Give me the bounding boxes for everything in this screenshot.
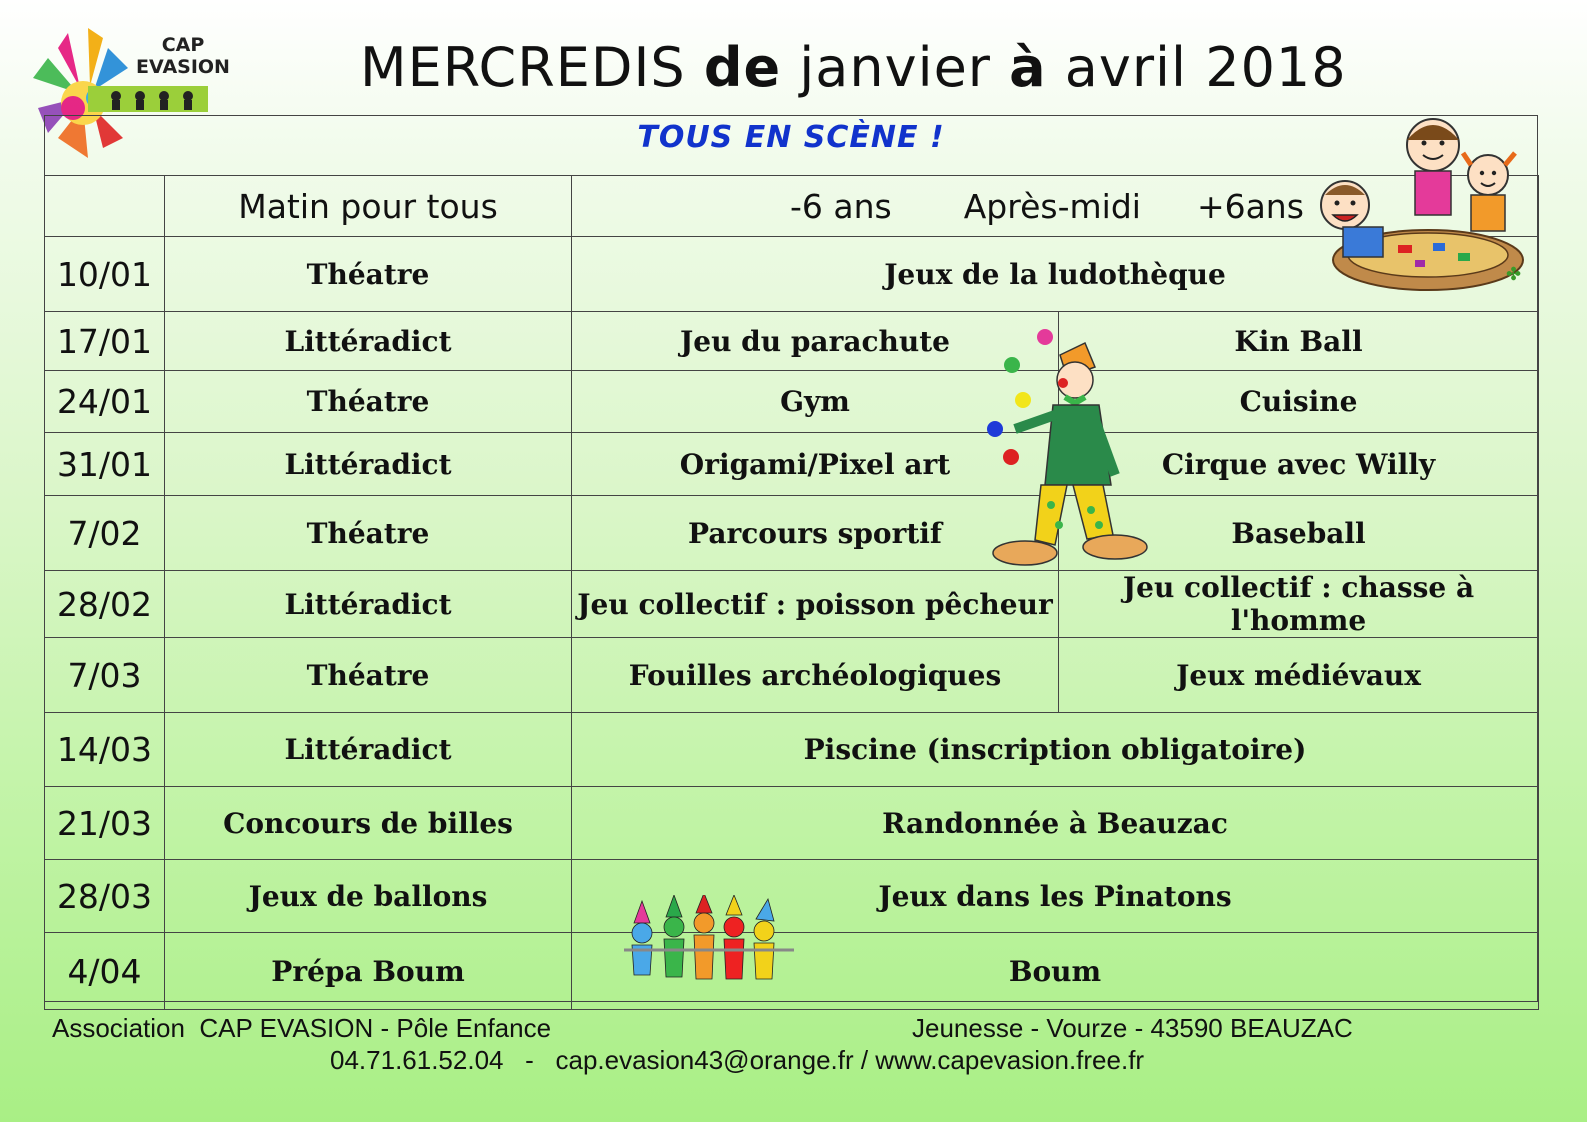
page-title	[360, 36, 1360, 99]
clover-icon: ✤	[1506, 264, 1522, 285]
table-row	[45, 371, 1539, 433]
row-date: 21/03	[45, 787, 165, 860]
juggling-clown-icon	[975, 325, 1160, 575]
footer-contact: 04.71.61.52.04 - cap.evasion43@orange.fr / www.capevasion.free.fr	[330, 1045, 1145, 1075]
row-morning: Prépa Boum	[165, 933, 572, 1010]
theme-subtitle: TOUS EN SCÈNE !	[637, 120, 945, 155]
row-under6: Parcours sportif	[572, 496, 1059, 571]
row-morning: Jeux de ballons	[165, 860, 572, 933]
row-date: 7/02	[45, 496, 165, 571]
row-over6: Jeu collectif : chasse à l'homme	[1059, 571, 1539, 638]
row-under6: Fouilles archéologiques	[572, 638, 1059, 713]
row-date: 24/01	[45, 371, 165, 433]
title-part-4: à	[1009, 36, 1047, 99]
logo-line-1: CAP	[161, 34, 205, 56]
row-date: 14/03	[45, 713, 165, 787]
row-over6: Baseball	[1059, 496, 1539, 571]
row-afternoon: Randonnée à Beauzac	[572, 787, 1539, 860]
header-morning: Matin pour tous	[165, 176, 572, 237]
dancing-people-icon	[618, 895, 803, 1000]
schedule-table	[44, 175, 1539, 1010]
title-part-5: avril 2018	[1046, 36, 1347, 99]
row-morning: Théatre	[165, 496, 572, 571]
row-morning: Littéradict	[165, 312, 572, 371]
table-row	[45, 312, 1539, 371]
row-over6: Jeux médiévaux	[1059, 638, 1539, 713]
row-under6: Jeu du parachute	[572, 312, 1059, 371]
row-morning: Littéradict	[165, 433, 572, 496]
footer-address: Jeunesse - Vourze - 43590 BEAUZAC	[912, 1013, 1353, 1043]
row-date: 28/03	[45, 860, 165, 933]
row-date: 4/04	[45, 933, 165, 1010]
logo-line-2: EVASION	[136, 56, 230, 78]
row-afternoon: Jeux de la ludothèque	[572, 237, 1539, 312]
row-under6: Origami/Pixel art	[572, 433, 1059, 496]
row-date: 17/01	[45, 312, 165, 371]
row-date: 31/01	[45, 433, 165, 496]
header-date-cell	[45, 176, 165, 237]
title-part-1: MERCREDIS	[360, 36, 704, 99]
row-afternoon: Piscine (inscription obligatoire)	[572, 713, 1539, 787]
row-morning: Littéradict	[165, 713, 572, 787]
row-afternoon: Boum	[572, 933, 1539, 1010]
row-under6: Gym	[572, 371, 1059, 433]
header-under6: -6 ans	[790, 186, 892, 226]
row-date: 7/03	[45, 638, 165, 713]
row-morning: Littéradict	[165, 571, 572, 638]
footer-association: Association CAP EVASION - Pôle Enfance	[52, 1013, 552, 1043]
header-over6: +6ans	[1196, 186, 1304, 226]
table-row	[45, 496, 1539, 571]
table-row	[45, 433, 1539, 496]
logo-wordmark	[128, 34, 238, 78]
kids-board-game-icon	[1303, 115, 1533, 295]
row-over6: Cuisine	[1059, 371, 1539, 433]
title-part-3: janvier	[781, 36, 1010, 99]
header-afternoon-label: Après-midi	[963, 186, 1141, 226]
table-row	[45, 787, 1539, 860]
title-part-2: de	[703, 36, 782, 99]
row-date: 10/01	[45, 237, 165, 312]
row-over6: Cirque avec Willy	[1059, 433, 1539, 496]
row-morning: Théatre	[165, 237, 572, 312]
row-date: 28/02	[45, 571, 165, 638]
table-row	[45, 571, 1539, 638]
row-morning: Théatre	[165, 638, 572, 713]
row-under6: Jeu collectif : poisson pêcheur	[572, 571, 1059, 638]
row-morning: Théatre	[165, 371, 572, 433]
row-morning: Concours de billes	[165, 787, 572, 860]
table-row	[45, 638, 1539, 713]
row-afternoon: Jeux dans les Pinatons	[572, 860, 1539, 933]
table-row	[45, 713, 1539, 787]
row-over6: Kin Ball	[1059, 312, 1539, 371]
